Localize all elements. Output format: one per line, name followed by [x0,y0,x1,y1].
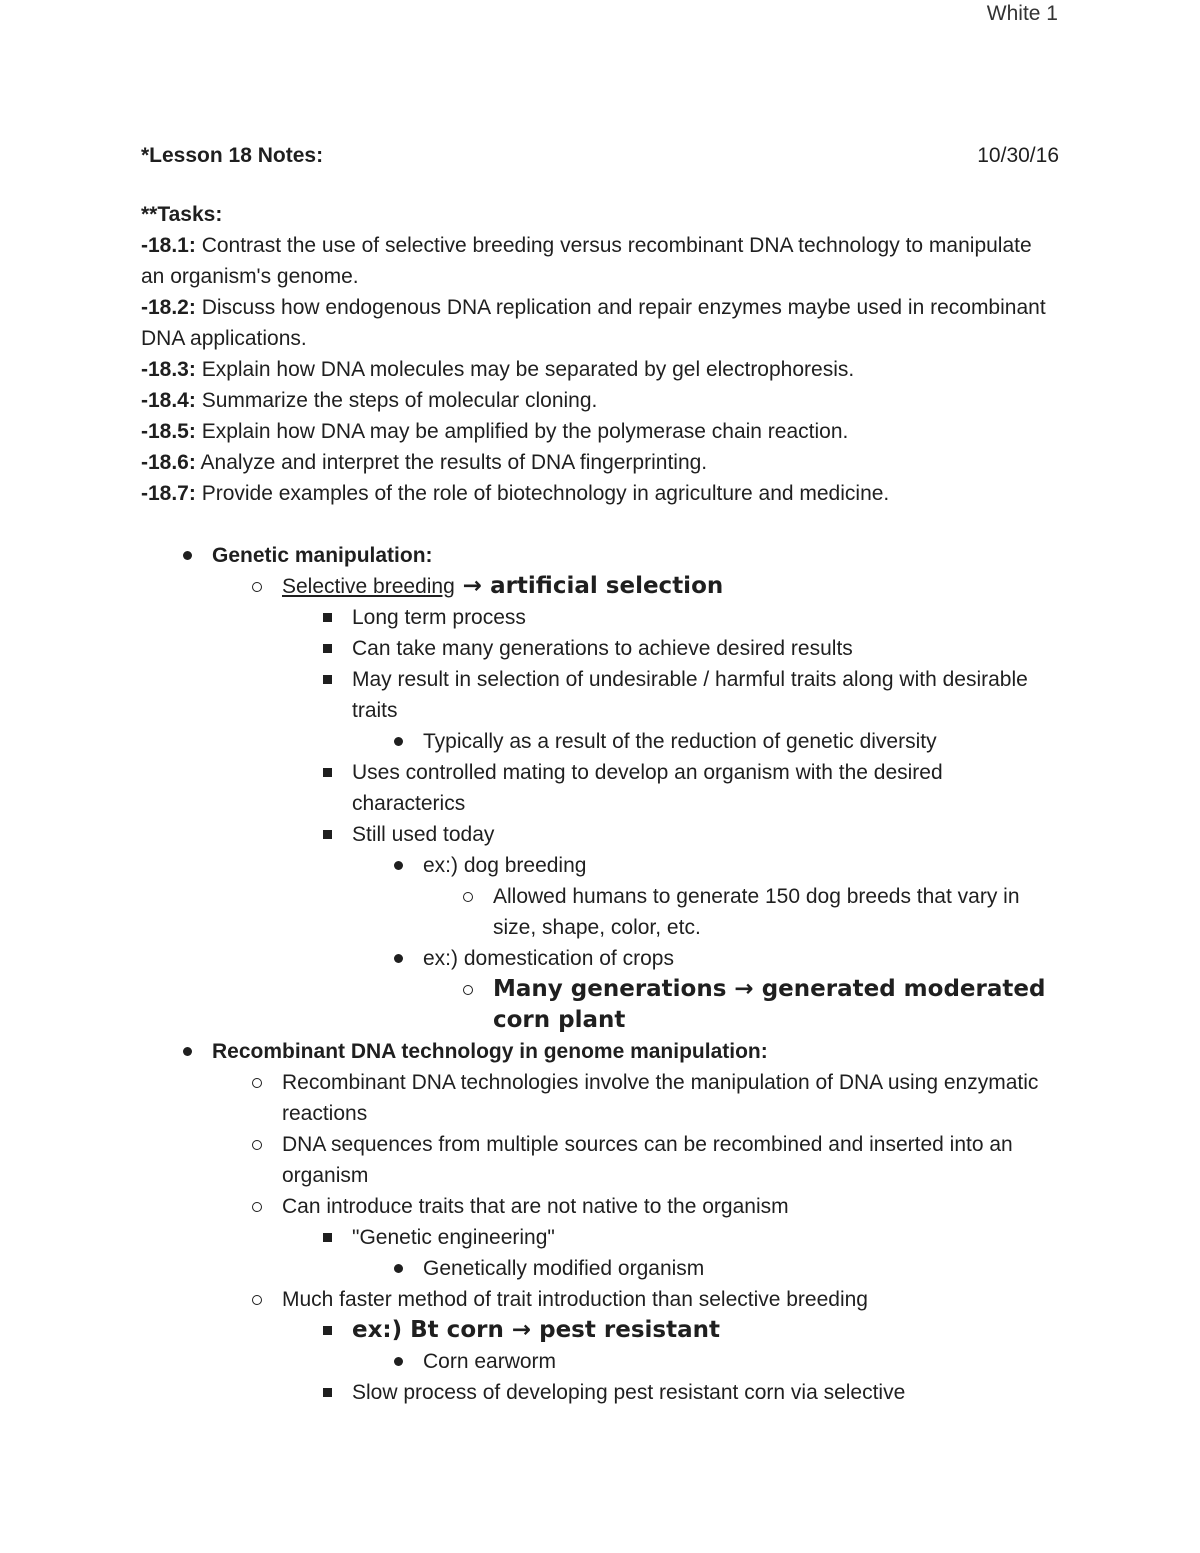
tasks-list [141,230,1059,509]
bullet-disc-icon [388,943,408,974]
list-item: "Genetic engineering" [141,1222,1059,1253]
page-header-label: White 1 [986,2,1058,25]
list-item: ex:) domestication of crops [141,943,1059,974]
lesson-date: 10/30/16 [977,144,1059,167]
list-item: Genetically modified organism [141,1253,1059,1284]
list-item: Can introduce traits that are not native to the organism [141,1191,1059,1222]
list-item: Much faster method of trait introduction than selective breeding [141,1284,1059,1315]
list-item: Still used today [141,819,1059,850]
task-item: -18.4: Summarize the steps of molecular cloning. [141,389,598,412]
list-item: Uses controlled mating to develop an organism with the desired characterics [141,757,1059,819]
selective-breeding-link: Selective breeding [282,575,455,598]
bullet-disc-icon [388,1253,408,1284]
list-item: Genetic manipulation: [141,540,1059,571]
bullet-square-icon [317,819,337,850]
list-item: DNA sequences from multiple sources can be recombined and inserted into an organism [141,1129,1059,1191]
list-item: Corn earworm [141,1346,1059,1377]
list-item: Long term process [141,602,1059,633]
tasks-heading: **Tasks: [141,203,223,226]
bullet-circle-icon [247,1284,267,1315]
bullet-disc-icon [388,850,408,881]
bullet-circle-icon [247,1129,267,1160]
list-item: Selective breeding → artificial selection [141,571,1059,602]
lesson-title: *Lesson 18 Notes: [141,144,324,167]
bullet-square-icon [317,633,337,664]
bullet-square-icon [317,664,337,695]
list-item: Recombinant DNA technology in genome manipulation: [141,1036,1059,1067]
bullet-square-icon [317,757,337,788]
bullet-circle-icon [458,974,478,1005]
list-item: Allowed humans to generate 150 dog breeds that vary in size, shape, color, etc. [141,881,1059,943]
list-item: Slow process of developing pest resistant corn via selective [141,1377,1059,1408]
document-body [141,140,1059,1408]
bullet-disc-icon [388,1346,408,1377]
list-item: ex:) dog breeding [141,850,1059,881]
list-item: ex:) Bt corn → pest resistant [141,1315,1059,1346]
task-item: -18.1: Contrast the use of selective breeding versus recombinant DNA technology to manipulate an organism's genome. [141,234,1032,288]
list-item: Many generations → generated moderated corn plant [141,974,1059,1036]
bullet-circle-icon [247,1067,267,1098]
list-item: Can take many generations to achieve desired results [141,633,1059,664]
title-row [141,140,1059,171]
list-item: Typically as a result of the reduction of genetic diversity [141,726,1059,757]
list-item: May result in selection of undesirable / harmful traits along with desirable traits [141,664,1059,726]
task-item: -18.5: Explain how DNA may be amplified by the polymerase chain reaction. [141,420,849,443]
bullet-disc-icon [388,726,408,757]
task-item: -18.2: Discuss how endogenous DNA replication and repair enzymes maybe used in recombinant DNA applications. [141,296,1046,350]
task-item: -18.3: Explain how DNA molecules may be separated by gel electrophoresis. [141,358,855,381]
bullet-square-icon [317,602,337,633]
bullet-square-icon [317,1315,337,1346]
task-item: -18.6: Analyze and interpret the results of DNA fingerprinting. [141,451,708,474]
bullet-square-icon [317,1222,337,1253]
bullet-disc-icon [177,1036,197,1067]
bullet-circle-icon [247,571,267,602]
task-item: -18.7: Provide examples of the role of biotechnology in agriculture and medicine. [141,482,890,505]
bullet-circle-icon [458,881,478,912]
bullet-square-icon [317,1377,337,1408]
bullet-disc-icon [177,540,197,571]
notes-outline [141,540,1059,1408]
list-item: Recombinant DNA technologies involve the manipulation of DNA using enzymatic reactions [141,1067,1059,1129]
bullet-circle-icon [247,1191,267,1222]
